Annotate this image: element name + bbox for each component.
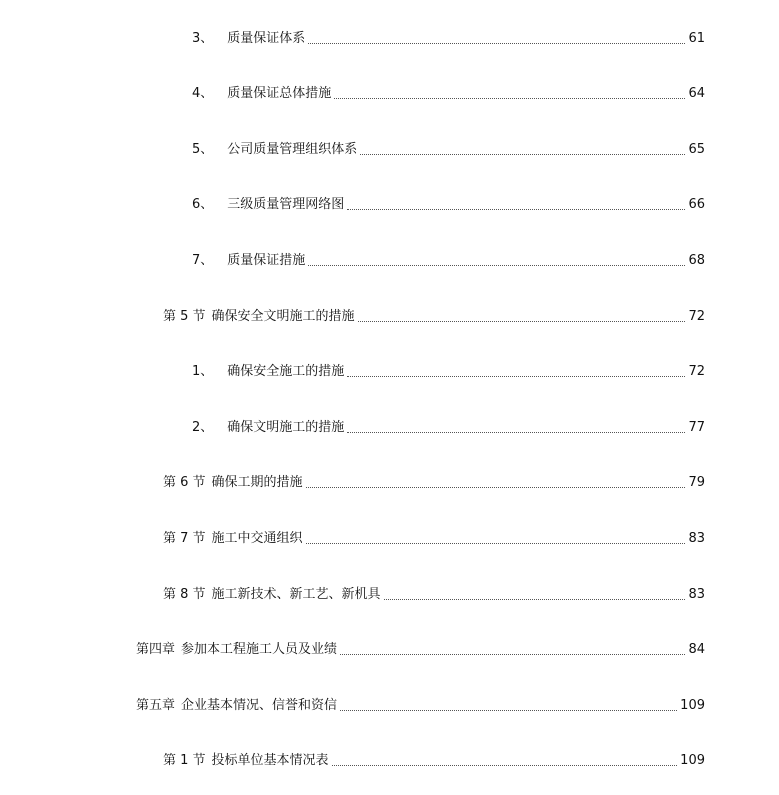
toc-entry-title: 质量保证体系 [227,31,306,46]
toc-entry-title: 企业基本情况、信誉和资信 [181,698,338,713]
toc-entry-number: 1、 [192,364,214,379]
toc-entry-number: 第 6 节 [163,475,206,490]
toc-entry-number: 第 8 节 [163,587,206,602]
toc-entry-number: 6、 [192,197,214,212]
toc-entry-title: 施工新技术、新工艺、新机具 [211,587,381,602]
toc-entry-quality-system[interactable] [192,29,705,49]
toc-entry-number: 第四章 [136,642,176,657]
toc-entry-title: 质量保证措施 [227,253,306,268]
toc-entry-title: 确保文明施工的措施 [227,420,345,435]
toc-entry-title: 确保安全施工的措施 [227,364,345,379]
toc-dot-leader [308,43,685,44]
toc-entry-page: 79 [688,475,705,490]
toc-entry-number: 第 5 节 [163,309,206,324]
toc-entry-title: 质量保证总体措施 [227,86,332,101]
toc-entry-number: 5、 [192,142,214,157]
toc-entry-page: 109 [680,753,705,768]
toc-entry-number: 第 7 节 [163,531,206,546]
toc-entry-civilized-construction[interactable] [192,418,705,438]
toc-dot-leader [334,98,685,99]
toc-entry-page: 68 [688,253,705,268]
toc-entry-title: 施工中交通组织 [211,531,303,546]
toc-dot-leader [358,321,686,322]
toc-entry-title: 投标单位基本情况表 [211,753,329,768]
toc-dot-leader [384,599,686,600]
toc-entry-title: 确保安全文明施工的措施 [211,309,355,324]
toc-dot-leader [340,710,677,711]
toc-entry-number: 7、 [192,253,214,268]
toc-entry-number: 3、 [192,31,214,46]
toc-entry-number: 第 1 节 [163,753,206,768]
toc-entry-page: 66 [688,197,705,212]
toc-entry-number: 4、 [192,86,214,101]
toc-dot-leader [347,209,685,210]
toc-entry-page: 72 [688,309,705,324]
toc-dot-leader [340,654,685,655]
toc-entry-quality-network-diagram[interactable] [192,195,705,215]
toc-entry-title: 参加本工程施工人员及业绩 [181,642,338,657]
toc-entry-page: 83 [688,531,705,546]
toc-entry-quality-overall-measures[interactable] [192,84,705,104]
toc-dot-leader [306,487,686,488]
toc-entry-section-7[interactable] [163,529,705,549]
toc-entry-section-6[interactable] [163,473,705,493]
toc-entry-page: 77 [688,420,705,435]
toc-entry-page: 65 [688,142,705,157]
toc-entry-page: 61 [688,31,705,46]
toc-entry-section-5[interactable] [163,307,705,327]
toc-entry-page: 84 [688,642,705,657]
toc-entry-title: 三级质量管理网络图 [227,197,345,212]
toc-entry-quality-measures[interactable] [192,251,705,271]
toc-entry-title: 公司质量管理组织体系 [227,142,358,157]
toc-entry-chapter-5[interactable] [136,696,705,716]
toc-entry-section-8[interactable] [163,585,705,605]
toc-dot-leader [308,265,685,266]
toc-entry-number: 2、 [192,420,214,435]
toc-dot-leader [347,376,685,377]
toc-entry-page: 72 [688,364,705,379]
toc-dot-leader [347,432,685,433]
toc-entry-page: 109 [680,698,705,713]
toc-entry-title: 确保工期的措施 [211,475,303,490]
toc-entry-section-1[interactable] [163,751,705,771]
toc-dot-leader [306,543,686,544]
toc-entry-page: 64 [688,86,705,101]
toc-entry-quality-org-system[interactable] [192,140,705,160]
toc-dot-leader [332,765,678,766]
toc-entry-safety-construction[interactable] [192,362,705,382]
toc-dot-leader [360,154,685,155]
toc-entry-number: 第五章 [136,698,176,713]
toc-entry-page: 83 [688,587,705,602]
toc-entry-chapter-4[interactable] [136,640,705,660]
